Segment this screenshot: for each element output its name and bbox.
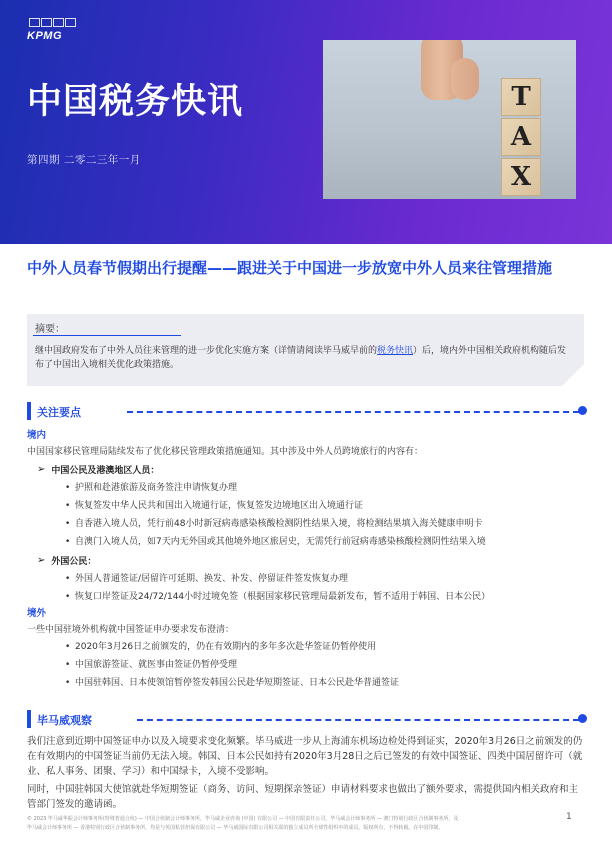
overseas-intro: 一些中国驻境外机构就中国签证申办要求发布澄清： [27,625,235,635]
kpmg-logo [27,18,87,44]
cube-a: A [501,118,541,156]
group-title: 中国公民及港澳地区人员： [51,466,160,476]
banner [0,0,612,244]
domestic-heading: 境内 [27,430,47,441]
logo-boxes-icon [29,18,87,27]
list-item: • 恢复口岸签证及24/72/144小时过境免签（根据国家移民管理局最新发布，暂不适用于韩国、日本公民） [27,588,587,606]
summary-box [27,314,584,386]
footer-line: 毕马威会计师事务所 — 香港特别行政区合伙制事务所，均是与英国私营担保有限公司 — 毕马威国际有限公司相关联的独立成员所全球性组织中的成员。版权所有，不得转载。在中国印制。 [27,825,444,831]
overseas-heading: 境外 [27,608,47,619]
cube-t: T [501,78,541,116]
section-dash-line [127,411,579,413]
cube-x: X [501,158,541,196]
logo-text: KPMG [27,30,62,42]
arrow-right-icon: ➢ [37,464,46,475]
section-title: 毕马威观察 [37,714,92,727]
summary-label: 摘要： [35,324,65,335]
observations-body [27,734,587,815]
domestic-intro: 中国国家移民管理局陆续发布了优化移民管理政策措施通知。其中涉及中外人员跨境旅行的内容有： [27,447,424,457]
section-header-key-points [27,402,587,420]
section-dot-icon [578,714,587,723]
tax-alert-link[interactable]: 税务快讯 [377,346,414,356]
section-header-kpmg-observations [27,710,587,728]
observation-paragraph: 我们注意到近期中国签证申办以及入境要求变化频繁。毕马威进一步从上海浦东机场边检处得到证实，2020年3月26日之前颁发的仍在有效期内的中国签证当前仍无法入境。韩国、日本公民如持有2020年3月28日之后已签发的有效中国签证、四类中国居留许可（就业、私人事务、团聚、学习）和中国绿卡，入境不受影响。 [27,736,583,777]
list-item: • 护照和赴港旅游及商务签注申请恢复办理 [27,479,587,497]
thumb-shape [451,58,479,100]
list-item: • 中国旅游签证、就医事由签证仍暂停受理 [27,656,587,674]
section-bar [27,710,31,728]
group-title: 外国公民： [51,557,97,567]
section-title: 关注要点 [37,406,81,419]
list-item: • 中国驻韩国、日本使领馆暂停签发韩国公民赴华短期签证、日本公民赴华普通签证 [27,674,587,692]
observation-paragraph: 同时，中国驻韩国大使馆就赴华短期签证（商务、访问、短期探亲签证）申请材料要求也做出了额外要求，需提供国内相关政府和主管部门签发的邀请函。 [27,784,579,810]
list-item: • 外国人普通签证/居留许可延期、换发、补发、停留证件签发恢复办理 [27,570,587,588]
article-headline: 中外人员春节假期出行提醒——跟进关于中国进一步放宽中外人员来往管理措施 [27,259,553,277]
group-heading [27,551,587,570]
footer-line: © 2023 毕马威华振会计师事务所(特殊普通合伙) — 中国合伙制会计师事务所，毕马威企业咨询 (中国) 有限公司 — 中国有限责任公司，毕马威会计师事务所 — 澳门特别行政区合伙制事务所，及 [27,816,459,822]
list-item: • 2020年3月26日之前颁发的，仍在有效期内的多年多次赴华签证仍暂停使用 [27,638,587,656]
footer-copyright [27,815,547,833]
section-bar [27,402,31,420]
group-heading [27,460,587,479]
summary-text [35,344,575,372]
publication-title: 中国税务快讯 [27,82,244,122]
summary-text-after: ）后，境内外中国相关政府机构随后发布了中国出入境相关优化政策措施。 [35,346,567,370]
list-item: • 恢复签发中华人民共和国出入境通行证，恢复签发边境地区出入境通行证 [27,497,587,515]
tax-blocks-photo [323,40,576,199]
summary-rule [33,335,181,336]
summary-text-before: 继中国政府发布了中外人员往来管理的进一步优化实施方案（详情请阅读毕马威早前的 [35,346,378,356]
section-dot-icon [578,406,587,415]
list-item: • 自澳门入境人员，如7天内无外国或其他境外地区旅居史，无需凭行前冠病毒感染核酸检测阴性结果入境 [27,533,587,551]
key-points-body [27,428,587,692]
list-item: • 自香港入境人员，凭行前48小时新冠病毒感染核酸检测阴性结果入境，将检测结果填入海关健康申明卡 [27,515,587,533]
page-number: 1 [566,812,572,822]
arrow-right-icon: ➢ [37,555,46,566]
section-dash-line [137,719,579,721]
issue-date: 第四期 二零二三年一月 [27,154,141,166]
